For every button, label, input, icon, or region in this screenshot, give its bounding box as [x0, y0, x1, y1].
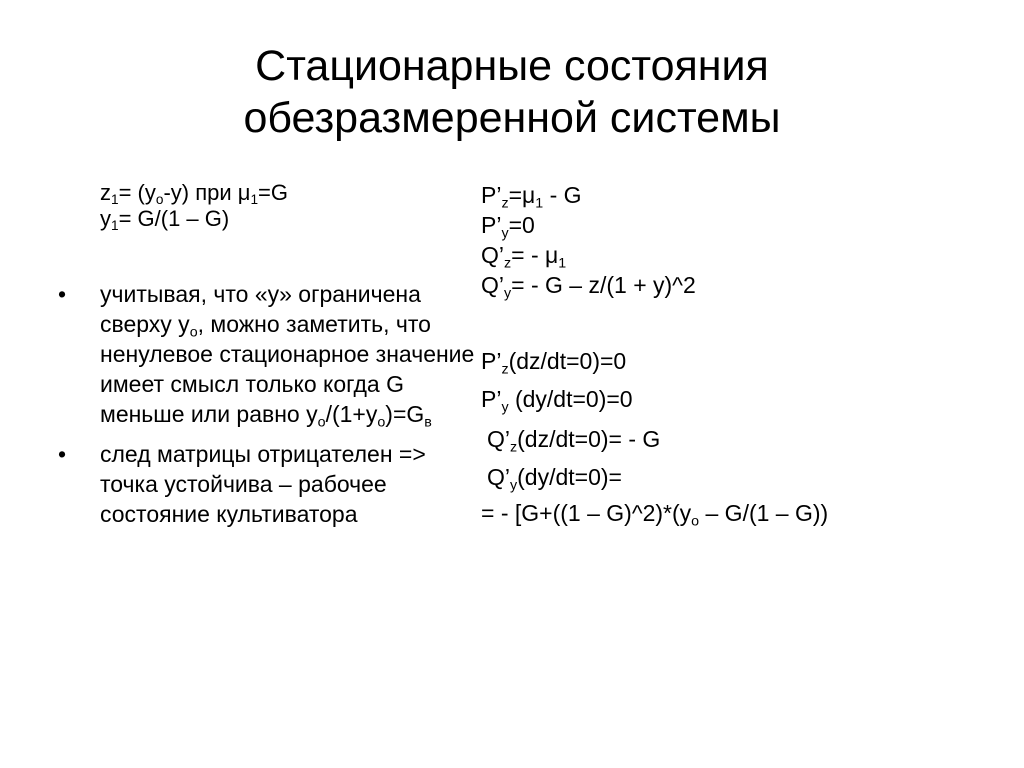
r1-b: =μ — [508, 182, 536, 208]
eq-y-sub: 1 — [111, 218, 119, 234]
eq-z-sub: 1 — [111, 192, 119, 208]
r2-sub: y — [501, 225, 509, 242]
bullet-list — [58, 279, 478, 529]
eq-z-part-b: -y) при μ — [163, 180, 251, 205]
r8-a: Q’ — [487, 464, 510, 490]
bullet-dot-icon: • — [58, 281, 67, 307]
r7-b: (dz/dt=0)= - G — [517, 426, 661, 452]
r1-sub: z — [501, 195, 509, 212]
bullet1-text-d: )=G — [385, 401, 425, 427]
right-column — [481, 180, 1011, 528]
bullet-dot-icon: • — [58, 441, 67, 467]
bullet-item-2 — [58, 439, 478, 529]
title-line-2: обезразмеренной системы — [243, 94, 781, 142]
r4-a: Q’ — [481, 272, 504, 298]
eq-z: z — [100, 180, 111, 205]
r2-b: =0 — [508, 212, 535, 238]
r3-b: = - μ — [511, 242, 559, 268]
eq-z-sub-o: o — [155, 192, 164, 208]
r5-a: P’ — [481, 348, 502, 374]
r4-b: = - G – z/(1 + y)^2 — [511, 272, 696, 298]
r7-a: Q’ — [487, 426, 510, 452]
r9-b: – G/(1 – G)) — [699, 500, 829, 526]
spacer — [481, 300, 1011, 346]
eq-y-part-a: = G/(1 – G) — [118, 206, 230, 231]
derivative-qz — [481, 240, 1011, 270]
eq-z-part-a: = (y — [118, 180, 156, 205]
r6-sub: y — [501, 399, 509, 416]
bullet1-sub1: o — [189, 324, 198, 341]
r6-b: (dy/dt=0)=0 — [508, 386, 633, 412]
r5-sub: z — [501, 361, 509, 378]
title-line-1: Стационарные состояния — [255, 42, 769, 90]
r8-b: (dy/dt=0)= — [517, 464, 622, 490]
r2-a: P’ — [481, 212, 502, 238]
bullet1-sub3: o — [377, 414, 386, 431]
r9-sub: o — [691, 513, 700, 530]
r9-a: = - [G+((1 – G)^2)*(y — [481, 500, 692, 526]
equation-y1 — [100, 206, 478, 232]
r6-a: P’ — [481, 386, 502, 412]
r5-b: (dz/dt=0)=0 — [508, 348, 627, 374]
stationary-pz — [481, 346, 1011, 376]
r4-sub: y — [504, 285, 512, 302]
bullet1-text-c: /(1+y — [325, 401, 378, 427]
slide-title — [0, 40, 1024, 144]
r1-c: - G — [543, 182, 582, 208]
r3-a: Q’ — [481, 242, 504, 268]
eq-y: y — [100, 206, 111, 231]
stationary-qz — [481, 424, 1011, 454]
bullet-item-1 — [58, 279, 478, 429]
r3-sub: z — [504, 255, 512, 272]
stationary-qy — [481, 462, 1011, 492]
eq-z-part-c: =G — [258, 180, 288, 205]
bullet1-sub4: в — [424, 414, 432, 431]
trace-expression — [481, 498, 1011, 528]
derivative-pz — [481, 180, 1011, 210]
eq-z-sub-mu: 1 — [250, 192, 259, 208]
r8-sub: y — [510, 477, 518, 494]
stationary-py — [481, 384, 1011, 414]
bullet1-text-a: учитывая, что «y» ограничена сверху y — [100, 281, 421, 337]
equation-z1 — [100, 180, 478, 206]
left-column — [58, 180, 478, 539]
r1-sub2: 1 — [535, 195, 544, 212]
derivative-py — [481, 210, 1011, 240]
bullet1-text-b: , можно заметить, что ненулевое стационарное значение имеет смысл только когда G меньше или равно y — [100, 311, 475, 427]
derivative-qy — [481, 270, 1011, 300]
r7-sub: z — [510, 439, 518, 456]
bullet1-sub2: o — [317, 414, 326, 431]
r1-a: P’ — [481, 182, 502, 208]
r3-sub2: 1 — [558, 255, 567, 272]
bullet2-text: след матрицы отрицателен => точка устойчива – рабочее состояние культиватора — [100, 441, 426, 527]
